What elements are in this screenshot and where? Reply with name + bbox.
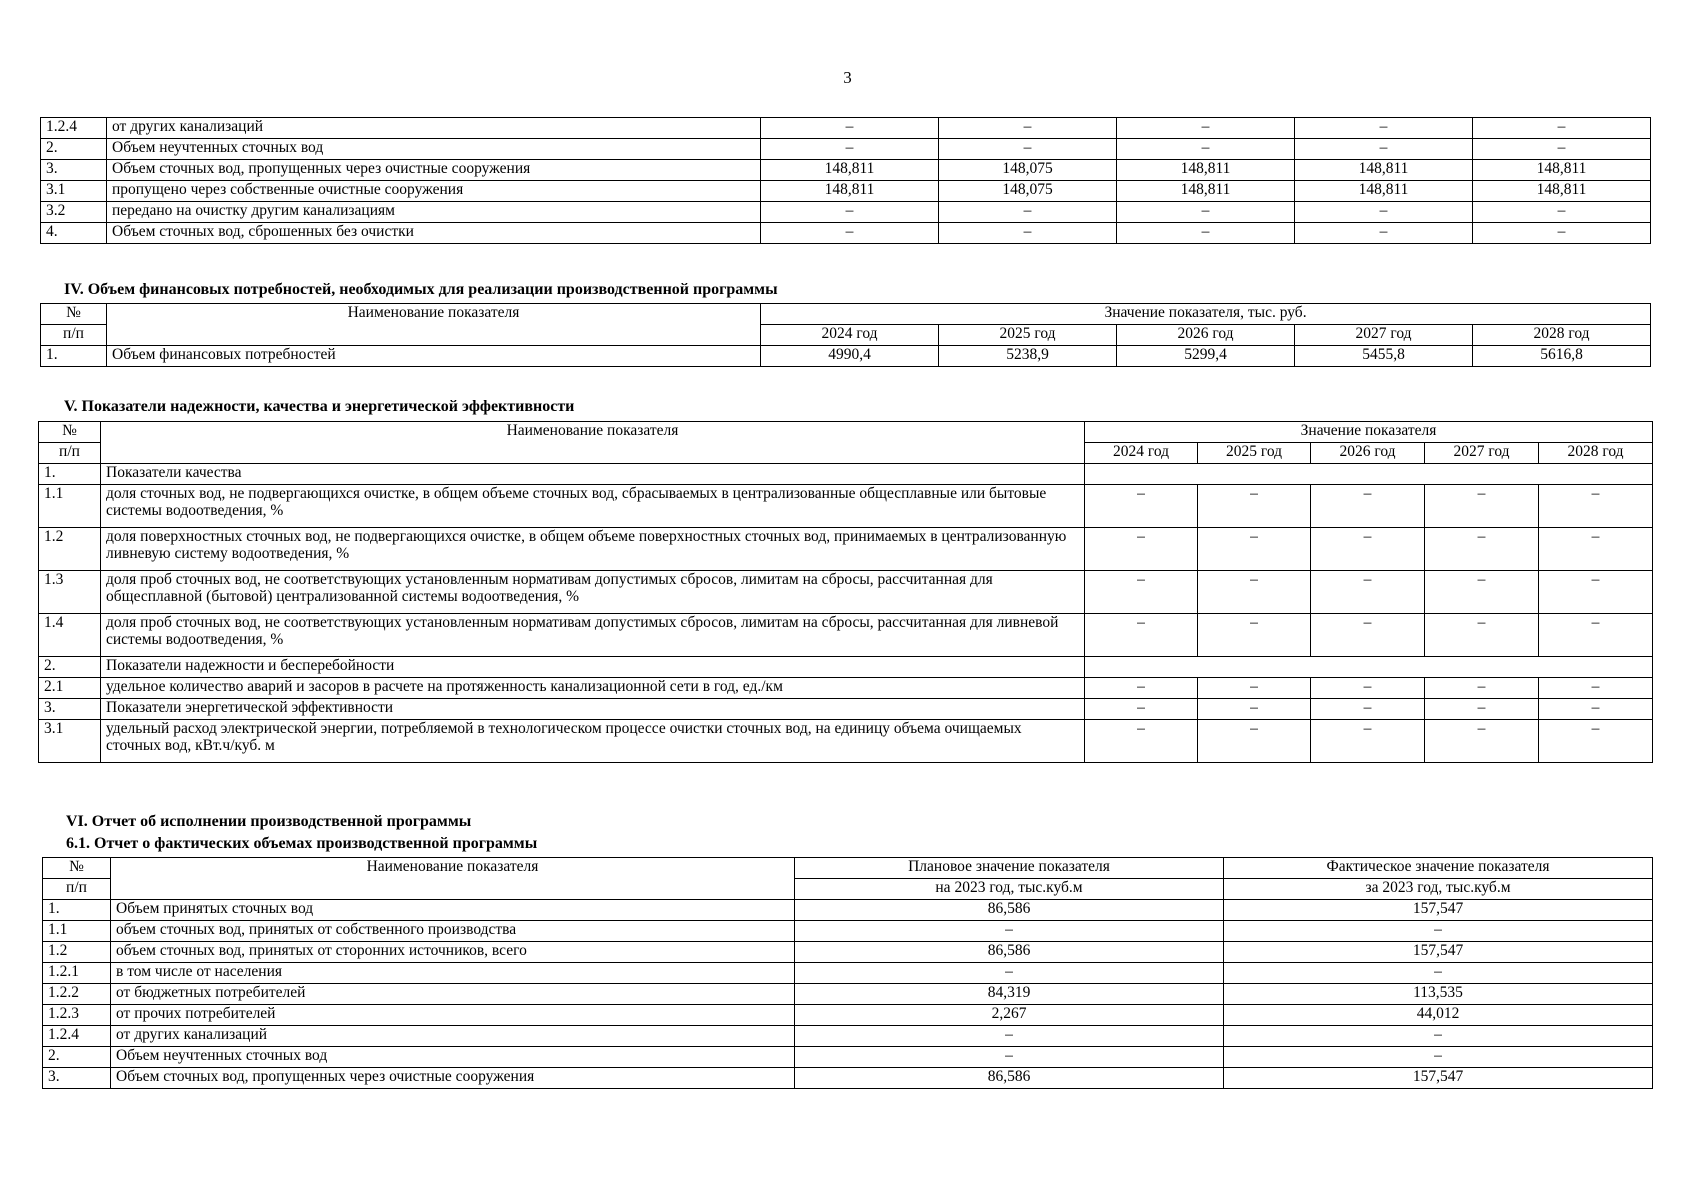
row-number: 1.2.2: [43, 984, 111, 1005]
group-empty-cell: [1085, 464, 1653, 485]
row-value: –: [1198, 528, 1311, 571]
row-value: –: [1425, 678, 1539, 699]
row-value: 148,811: [1473, 160, 1651, 181]
row-fact-value: –: [1224, 1047, 1653, 1068]
row-value: –: [1295, 202, 1473, 223]
row-value: –: [1311, 614, 1425, 657]
row-value: –: [1117, 202, 1295, 223]
row-value: –: [1198, 720, 1311, 763]
row-value: –: [939, 223, 1117, 244]
row-value: –: [1198, 678, 1311, 699]
row-value: –: [1198, 571, 1311, 614]
row-value: –: [939, 202, 1117, 223]
row-number: 1.1: [43, 921, 111, 942]
row-value: –: [1425, 528, 1539, 571]
row-value: 148,811: [1295, 160, 1473, 181]
row-number: 4.: [41, 223, 107, 244]
row-plan-value: 84,319: [795, 984, 1224, 1005]
row-name: доля поверхностных сточных вод, не подвергающихся очистке, в общем объеме поверхностных сточных вод, принимаемых в централизованную ливневую систему водоотведения, %: [101, 528, 1085, 571]
row-value: –: [1311, 720, 1425, 763]
row-value: –: [1085, 571, 1198, 614]
group-empty-cell: [1085, 657, 1653, 678]
row-value: –: [1295, 118, 1473, 139]
row-value: 5455,8: [1295, 346, 1473, 367]
row-value: –: [1425, 614, 1539, 657]
col-num-header-2: п/п: [43, 879, 111, 900]
table-row: [43, 984, 1653, 1005]
row-name: Объем принятых сточных вод: [111, 900, 795, 921]
row-value: –: [1311, 699, 1425, 720]
row-name: от прочих потребителей: [111, 1005, 795, 1026]
row-plan-value: –: [795, 921, 1224, 942]
row-value: 5238,9: [939, 346, 1117, 367]
row-value: –: [1117, 139, 1295, 160]
year-header: 2026 год: [1117, 325, 1295, 346]
row-value: –: [939, 139, 1117, 160]
row-value: –: [1085, 720, 1198, 763]
row-fact-value: 44,012: [1224, 1005, 1653, 1026]
row-fact-value: 113,535: [1224, 984, 1653, 1005]
table-row: [39, 571, 1653, 614]
row-number: 1.3: [39, 571, 101, 614]
row-number: 2.: [41, 139, 107, 160]
col-plan-header: Плановое значение показателя: [795, 858, 1224, 879]
row-plan-value: 86,586: [795, 1068, 1224, 1089]
row-value: –: [761, 139, 939, 160]
col-value-header: Значение показателя: [1085, 422, 1653, 443]
group-row: [39, 464, 1653, 485]
row-name: объем сточных вод, принятых от собственного производства: [111, 921, 795, 942]
row-value: –: [939, 118, 1117, 139]
row-fact-value: 157,547: [1224, 942, 1653, 963]
table-row: [43, 1068, 1653, 1089]
row-value: –: [1311, 571, 1425, 614]
row-value: –: [1425, 699, 1539, 720]
table-row: [43, 921, 1653, 942]
row-name: объем сточных вод, принятых от сторонних источников, всего: [111, 942, 795, 963]
table-row: [41, 118, 1651, 139]
table-row: [41, 223, 1651, 244]
row-value: 5299,4: [1117, 346, 1295, 367]
col-name-header: Наименование показателя: [101, 422, 1085, 464]
row-plan-value: –: [795, 1026, 1224, 1047]
row-name: передано на очистку другим канализациям: [107, 202, 761, 223]
row-plan-value: –: [795, 1047, 1224, 1068]
row-name: доля сточных вод, не подвергающихся очистке, в общем объеме сточных вод, сбрасываемых в централизованные общесплавные или бытовые системы водоотведения, %: [101, 485, 1085, 528]
row-value: –: [1295, 223, 1473, 244]
year-header: 2027 год: [1425, 443, 1539, 464]
row-value: –: [1085, 485, 1198, 528]
row-number: 3.: [43, 1068, 111, 1089]
row-number: 1.: [39, 464, 101, 485]
row-value: 148,811: [1473, 181, 1651, 202]
year-header: 2024 год: [761, 325, 939, 346]
table-row: [41, 346, 1651, 367]
year-header: 2025 год: [939, 325, 1117, 346]
row-value: –: [1198, 485, 1311, 528]
table-row: [41, 181, 1651, 202]
row-value: 148,075: [939, 181, 1117, 202]
row-value: 148,075: [939, 160, 1117, 181]
row-value: –: [1085, 528, 1198, 571]
row-name: доля проб сточных вод, не соответствующих установленным нормативам допустимых сбросов, лимитам на сбросы, рассчитанная для общесплавной (бытовой) централизованной системы водоотведения, %: [101, 571, 1085, 614]
year-header: 2025 год: [1198, 443, 1311, 464]
row-name: Объем финансовых потребностей: [107, 346, 761, 367]
row-value: –: [1295, 139, 1473, 160]
row-value: –: [1311, 485, 1425, 528]
table-row: [39, 528, 1653, 571]
row-value: –: [1473, 118, 1651, 139]
table-row: [39, 614, 1653, 657]
row-number: 3.: [41, 160, 107, 181]
row-value: 148,811: [1117, 160, 1295, 181]
financial-needs-table: [40, 303, 1651, 367]
table-row: [41, 202, 1651, 223]
row-number: 1.2: [39, 528, 101, 571]
year-header: 2028 год: [1473, 325, 1651, 346]
row-value: –: [1539, 699, 1653, 720]
row-value: –: [1539, 528, 1653, 571]
row-value: –: [1473, 223, 1651, 244]
col-num-header-2: п/п: [41, 325, 107, 346]
row-value: –: [1425, 571, 1539, 614]
col-name-header: Наименование показателя: [107, 304, 761, 346]
row-value: –: [1085, 699, 1198, 720]
row-number: 2.: [43, 1047, 111, 1068]
section-4-title: IV. Объем финансовых потребностей, необходимых для реализации производственной программы: [64, 281, 778, 298]
col-value-header: Значение показателя, тыс. руб.: [761, 304, 1651, 325]
table-row: [43, 1047, 1653, 1068]
row-value: 148,811: [1295, 181, 1473, 202]
row-value: –: [1539, 720, 1653, 763]
row-name: от других канализаций: [107, 118, 761, 139]
row-name: пропущено через собственные очистные сооружения: [107, 181, 761, 202]
row-value: –: [1311, 528, 1425, 571]
row-value: 5616,8: [1473, 346, 1651, 367]
row-name: удельный расход электрической энергии, потребляемой в технологическом процессе очистки сточных вод, на единицу объема очищаемых сточных вод, кВт.ч/куб. м: [101, 720, 1085, 763]
table-row: [43, 900, 1653, 921]
row-number: 3.2: [41, 202, 107, 223]
year-header: 2028 год: [1539, 443, 1653, 464]
row-fact-value: –: [1224, 1026, 1653, 1047]
row-value: –: [761, 202, 939, 223]
page-number: 3: [843, 68, 852, 87]
row-number: 1.: [41, 346, 107, 367]
row-number: 3.: [39, 699, 101, 720]
table-row: [39, 485, 1653, 528]
row-value: –: [1539, 485, 1653, 528]
actual-volumes-table: [42, 857, 1653, 1089]
row-number: 1.2.4: [43, 1026, 111, 1047]
row-name: удельное количество аварий и засоров в расчете на протяженность канализационной сети в год, ед./км: [101, 678, 1085, 699]
group-row: [39, 657, 1653, 678]
col-name-header: Наименование показателя: [111, 858, 795, 900]
table-row: [43, 1026, 1653, 1047]
row-value: –: [1198, 614, 1311, 657]
row-number: 1.4: [39, 614, 101, 657]
row-name: в том числе от населения: [111, 963, 795, 984]
section-6-title: VI. Отчет об исполнении производственной программы: [66, 813, 472, 830]
row-number: 1.2.1: [43, 963, 111, 984]
row-name: Объем неучтенных сточных вод: [107, 139, 761, 160]
year-header: 2026 год: [1311, 443, 1425, 464]
col-fact-header: Фактическое значение показателя: [1224, 858, 1653, 879]
row-value: –: [1473, 139, 1651, 160]
row-plan-value: 86,586: [795, 900, 1224, 921]
row-number: 3.1: [39, 720, 101, 763]
row-number: 1.: [43, 900, 111, 921]
year-header: 2027 год: [1295, 325, 1473, 346]
col-num-header-2: п/п: [39, 443, 101, 464]
row-name: Показатели качества: [101, 464, 1085, 485]
volumes-continuation-table: [40, 117, 1651, 244]
row-value: 4990,4: [761, 346, 939, 367]
row-fact-value: –: [1224, 921, 1653, 942]
row-value: 148,811: [1117, 181, 1295, 202]
row-name: Показатели надежности и бесперебойности: [101, 657, 1085, 678]
row-value: –: [1311, 678, 1425, 699]
table-row: [39, 678, 1653, 699]
row-value: –: [1085, 614, 1198, 657]
row-value: –: [761, 118, 939, 139]
section-5-title: V. Показатели надежности, качества и энергетической эффективности: [64, 398, 575, 415]
row-value: –: [1085, 678, 1198, 699]
row-name: от бюджетных потребителей: [111, 984, 795, 1005]
row-name: Объем сточных вод, сброшенных без очистки: [107, 223, 761, 244]
row-value: –: [1539, 571, 1653, 614]
row-fact-value: –: [1224, 963, 1653, 984]
row-value: –: [761, 223, 939, 244]
row-value: –: [1117, 118, 1295, 139]
row-plan-value: 2,267: [795, 1005, 1224, 1026]
table-row: [39, 720, 1653, 763]
table-row: [39, 699, 1653, 720]
section-6-subtitle: 6.1. Отчет о фактических объемах производственной программы: [66, 835, 538, 852]
row-name: доля проб сточных вод, не соответствующих установленным нормативам допустимых сбросов, лимитам на сбросы, рассчитанная для ливневой системы водоотведения, %: [101, 614, 1085, 657]
row-number: 2.: [39, 657, 101, 678]
col-plan-header-2: на 2023 год, тыс.куб.м: [795, 879, 1224, 900]
row-name: Объем сточных вод, пропущенных через очистные сооружения: [111, 1068, 795, 1089]
col-num-header: №: [41, 304, 107, 325]
table-row: [41, 139, 1651, 160]
row-number: 1.2.4: [41, 118, 107, 139]
row-value: 148,811: [761, 160, 939, 181]
row-value: –: [1425, 485, 1539, 528]
row-name: Объем сточных вод, пропущенных через очистные сооружения: [107, 160, 761, 181]
row-name: Показатели энергетической эффективности: [101, 699, 1085, 720]
reliability-quality-table: [38, 421, 1653, 763]
row-value: 148,811: [761, 181, 939, 202]
row-number: 1.2: [43, 942, 111, 963]
row-number: 1.2.3: [43, 1005, 111, 1026]
row-value: –: [1539, 678, 1653, 699]
row-value: –: [1473, 202, 1651, 223]
row-name: Объем неучтенных сточных вод: [111, 1047, 795, 1068]
row-value: –: [1425, 720, 1539, 763]
row-number: 1.1: [39, 485, 101, 528]
row-value: –: [1198, 699, 1311, 720]
table-row: [43, 963, 1653, 984]
row-fact-value: 157,547: [1224, 900, 1653, 921]
row-value: –: [1539, 614, 1653, 657]
row-fact-value: 157,547: [1224, 1068, 1653, 1089]
col-num-header: №: [39, 422, 101, 443]
row-plan-value: 86,586: [795, 942, 1224, 963]
year-header: 2024 год: [1085, 443, 1198, 464]
col-num-header: №: [43, 858, 111, 879]
col-fact-header-2: за 2023 год, тыс.куб.м: [1224, 879, 1653, 900]
row-plan-value: –: [795, 963, 1224, 984]
table-row: [41, 160, 1651, 181]
table-row: [43, 1005, 1653, 1026]
row-number: 3.1: [41, 181, 107, 202]
table-row: [43, 942, 1653, 963]
row-value: –: [1117, 223, 1295, 244]
row-name: от других канализаций: [111, 1026, 795, 1047]
row-number: 2.1: [39, 678, 101, 699]
